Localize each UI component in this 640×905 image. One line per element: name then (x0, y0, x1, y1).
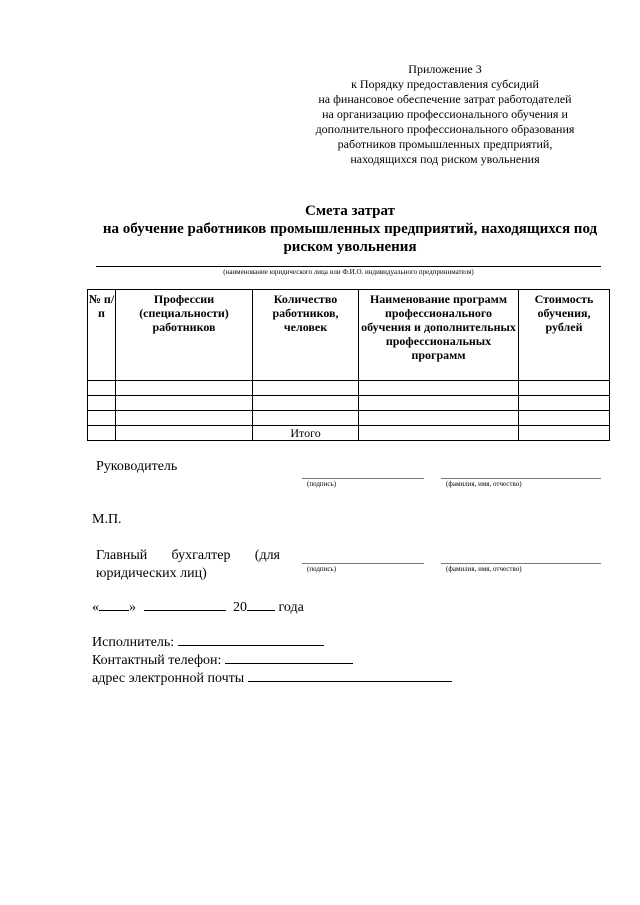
cost-estimate-table (87, 289, 610, 441)
accountant-word: Главный (96, 548, 148, 563)
accountant-word: бухгалтер (171, 548, 231, 563)
executor-line (92, 635, 324, 651)
head-signature-line[interactable] (302, 478, 424, 479)
executor-label: Исполнитель: (92, 635, 175, 650)
head-name-line[interactable] (441, 478, 601, 479)
appendix-line: на организацию профессионального обучения и (322, 107, 568, 121)
table-cell[interactable] (519, 411, 610, 426)
table-cell[interactable] (253, 396, 359, 411)
year-suffix: года (278, 600, 304, 615)
header-professions: Профессии (специальности) работников (116, 290, 253, 381)
email-line (92, 671, 452, 687)
appendix-note (300, 62, 590, 167)
phone-line (92, 653, 353, 669)
date-line (92, 600, 304, 616)
date-open-quote: « (92, 600, 99, 615)
accountant-signature-line[interactable] (302, 563, 424, 564)
organization-name-line[interactable] (96, 266, 601, 267)
table-cell (88, 426, 116, 441)
appendix-line: Приложение 3 (408, 62, 482, 76)
table-cell (116, 426, 253, 441)
head-label: Руководитель (96, 459, 178, 474)
accountant-label-line2: юридических лиц) (96, 566, 207, 581)
appendix-line: работников промышленных предприятий, (337, 137, 553, 151)
date-close-quote: » (129, 600, 136, 615)
title-line: риском увольнения (283, 239, 417, 255)
table-cell[interactable] (116, 411, 253, 426)
signature-caption: (подпись) (307, 565, 337, 573)
table-cell[interactable] (88, 411, 116, 426)
appendix-line: к Порядку предоставления субсидий (351, 77, 539, 91)
table-cell[interactable] (116, 396, 253, 411)
table-cell[interactable] (116, 381, 253, 396)
signature-caption: (подпись) (307, 480, 337, 488)
phone-label: Контактный телефон: (92, 653, 222, 668)
year-blank[interactable] (247, 610, 275, 611)
header-cost: Стоимость обучения, рублей (519, 290, 610, 381)
appendix-line: дополнительного профессионального образования (315, 122, 575, 136)
name-caption: (фамилия, имя, отчество) (446, 565, 522, 573)
table-cell[interactable] (519, 396, 610, 411)
table-cell[interactable] (359, 411, 519, 426)
total-row (88, 426, 610, 441)
total-cost-cell[interactable] (519, 426, 610, 441)
total-label: Итого (253, 426, 359, 441)
organization-name-caption: (наименование юридического лица или Ф.И.О. индивидуального предпринимателя) (223, 268, 474, 276)
table-cell[interactable] (253, 381, 359, 396)
table-cell (359, 426, 519, 441)
appendix-line: на финансовое обеспечение затрат работодателей (318, 92, 572, 106)
name-caption: (фамилия, имя, отчество) (446, 480, 522, 488)
day-blank[interactable] (99, 610, 129, 611)
accountant-word: (для (254, 548, 280, 563)
phone-blank[interactable] (225, 663, 353, 664)
accountant-label-line1 (96, 548, 280, 564)
table-cell[interactable] (253, 411, 359, 426)
table-cell[interactable] (359, 396, 519, 411)
document-title (90, 202, 610, 256)
table-cell[interactable] (519, 381, 610, 396)
table-row (88, 396, 610, 411)
table-cell[interactable] (359, 381, 519, 396)
email-blank[interactable] (248, 681, 452, 682)
stamp-placeholder: М.П. (92, 512, 122, 527)
year-prefix: 20 (233, 600, 247, 615)
email-label: адрес электронной почты (92, 671, 245, 686)
header-workers-count: Количество работников, человек (253, 290, 359, 381)
month-blank[interactable] (144, 610, 226, 611)
appendix-line: находящихся под риском увольнения (350, 152, 540, 166)
table-row (88, 411, 610, 426)
table-cell[interactable] (88, 381, 116, 396)
header-programs: Наименование программ профессионального обучения и дополнительных профессиональных программ (359, 290, 519, 381)
header-number: № п/п (88, 290, 116, 381)
title-line: на обучение работников промышленных предприятий, находящихся под (102, 221, 598, 237)
table-cell[interactable] (88, 396, 116, 411)
accountant-name-line[interactable] (441, 563, 601, 564)
title-line: Смета затрат (304, 203, 396, 219)
executor-blank[interactable] (178, 645, 324, 646)
table-row (88, 381, 610, 396)
